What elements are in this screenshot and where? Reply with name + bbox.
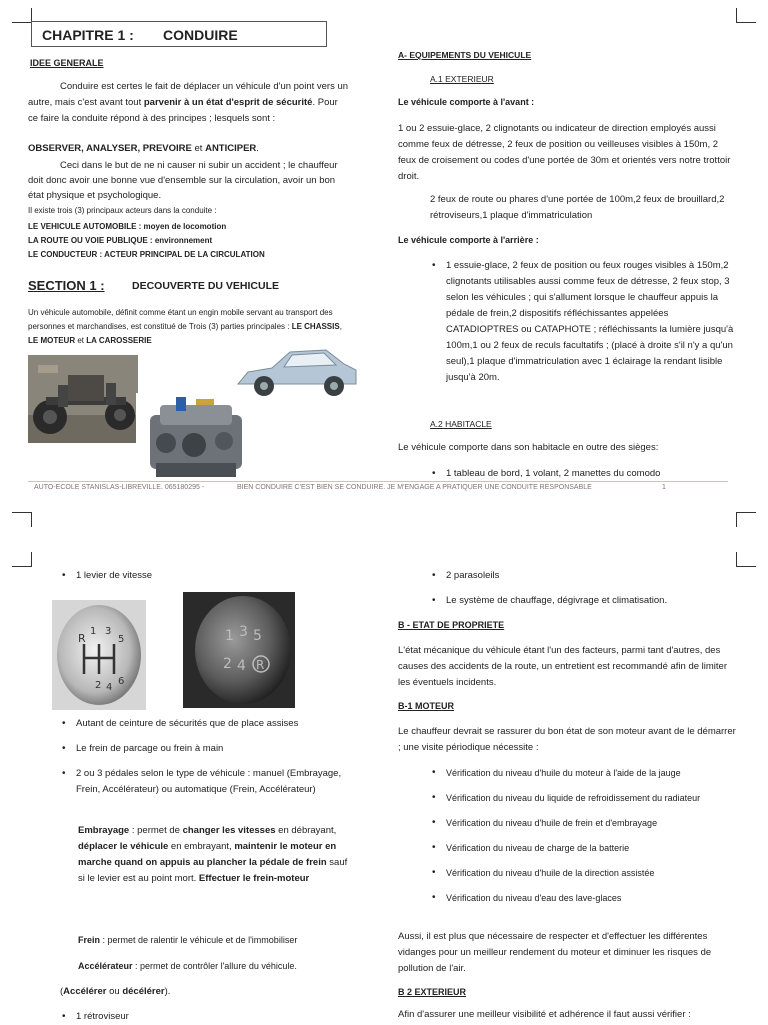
verification-item: • Vérification du niveau de charge de la batterie (430, 840, 736, 856)
accel-term: Accélérateur (78, 961, 133, 971)
crop-mark (12, 566, 32, 567)
crop-mark (31, 552, 32, 567)
verification-item: • Vérification du niveau d'huile du moteur à l'aide de la jauge (430, 765, 736, 781)
knob-label: 2 (223, 656, 232, 672)
principle-item: OBSERVER (28, 143, 82, 154)
crop-mark (736, 22, 756, 23)
footer-page-number: 1 (662, 484, 666, 491)
left-list-bottom (60, 1009, 352, 1025)
habitacle-item: • 1 tableau de bord, 1 volant, 2 manettes du comodo (430, 466, 736, 482)
knob-label: 5 (118, 634, 125, 645)
actor-conducteur: LE CONDUCTEUR : ACTEUR PRINCIPAL DE LA CIRCULATION (28, 250, 265, 259)
embrayage-bold: changer les vitesses (182, 825, 276, 836)
carosserie-photo (232, 338, 362, 408)
section-title: DECOUVERTE DU VEHICULE (132, 280, 280, 292)
part-separator: et (75, 336, 87, 345)
rear-label: Le véhicule comporte à l'arrière : (398, 235, 539, 245)
crop-mark (736, 552, 737, 567)
decelerer: décélérer (122, 986, 165, 997)
footer-left: AUTO-ECOLE STANISLAS-LIBREVILLE. 065180295 - (34, 484, 205, 491)
actors-intro: Il existe trois (3) principaux acteurs dans la conduite : (28, 206, 217, 215)
right-list-top (430, 568, 736, 609)
left-list-top (60, 568, 360, 584)
knob-label: 3 (239, 624, 248, 640)
front-text-2: 2 feux de route ou phares d'une portée de 100m,2 feux de brouillard,2 rétroviseurs,1 plaque d'immatriculation (430, 194, 725, 221)
principle-item: ANTICIPER (205, 143, 257, 154)
knob-label: 5 (253, 628, 262, 644)
principle-separator: et (191, 143, 206, 154)
frein-paragraph (78, 935, 352, 945)
knob-label: 3 (105, 626, 112, 637)
heading-exterieur: A.1 EXTERIEUR (430, 74, 494, 84)
habitacle-text: Le véhicule comporte dans son habitacle en outre des sièges: (398, 442, 659, 453)
embrayage-paragraph (78, 823, 352, 887)
paren-or: ou (106, 986, 123, 997)
accel-paragraph (78, 961, 352, 971)
ceinture-item: • Autant de ceinture de sécurités que de place assises (60, 716, 352, 732)
chapter-title-box (31, 21, 327, 47)
left-list-main (60, 716, 352, 798)
frein-main-item: • Le frein de parcage ou frein à main (60, 741, 352, 757)
principle-separator: , (81, 143, 87, 154)
accelerer: Accélérer (63, 986, 107, 997)
frein-term: Frein (78, 935, 101, 945)
crop-mark (736, 8, 737, 23)
frein-text: : permet de ralentir le véhicule et de l'immobiliser (100, 935, 298, 945)
accel-text: : permet de contrôler l'allure du véhicule. (132, 961, 297, 971)
verification-item: • Vérification du niveau d'huile de la direction assistée (430, 865, 736, 881)
embrayage-text: sauf si le levier est au point mort. (78, 857, 348, 884)
principles-line (28, 143, 259, 154)
embrayage-text: en embrayant, (168, 841, 235, 852)
crop-mark (31, 512, 32, 527)
crop-mark (736, 512, 737, 527)
parasoleil-item: • 2 parasoleils (430, 568, 736, 584)
part-separator: , (339, 322, 342, 331)
verification-list (430, 765, 736, 906)
part-moteur: LE MOTEUR (28, 336, 76, 345)
crop-mark (12, 22, 32, 23)
rear-list (430, 258, 736, 386)
habitacle-list (430, 466, 736, 482)
knob-label: R (78, 632, 86, 645)
embrayage-bold: Effectuer le frein-moteur (198, 873, 310, 884)
footer-middle: BIEN CONDUIRE C'EST BIEN SE CONDUIRE. JE M'ENGAGE A PRATIQUER UNE CONDUITE RESPONSABLE (237, 484, 592, 491)
heading-equipements: A- EQUIPEMENTS DU VEHICULE (398, 50, 532, 60)
heading-moteur: B-1 MOTEUR (398, 701, 454, 711)
part-chassis: LE CHASSIS (291, 322, 340, 331)
front-text: 1 ou 2 essuie-glace, 2 clignotants ou indicateur de direction employés aussi comme feux de détresse, 2 feux de position ou veilleuses visibles à 150m, 2 feux de croisement ou codes d'une portée de 30m et orientés vers notre trottoir droit. (398, 123, 731, 182)
chauffage-item: • Le système de chauffage, dégivrage et climatisation. (430, 593, 736, 609)
intro-rest: . Pour ce faire la conduite répond à des principes ; lesquels sont : (28, 97, 338, 124)
heading-etat-propriete: B - ETAT DE PROPRIETE (398, 620, 505, 630)
intro-bold: parvenir à un état d'esprit de sécurité (143, 97, 313, 108)
crop-mark (736, 512, 756, 513)
verification-item: • Vérification du niveau d'huile de frein et d'embrayage (430, 815, 736, 831)
moteur-text: Le chauffeur devrait se rassurer du bon état de son moteur avant de le démarrer ; une visite périodique nécessite : (398, 726, 736, 753)
rear-item: • 1 essuie-glace, 2 feux de position ou feux rouges visibles à 150m,2 clignotants utilisables aussi comme feux de détresse, 2 feux stop, 3 selon les véhicules ; qui s'allument lorsque le chauffeur appuis la pédale de frein,2 dispositifs réfléchissantes appelées CATADIOPTRES ou CATAPHOTE ; réfléchissants la lumière jusqu'à 100m,1 ou 2 feux de reculs facultatifs ; (placé à droite s'il n'y a qu'un seul),1 plaque d'immatriculation avec 1 éclairage la rendant lisible jusqu'à 20m. (430, 258, 736, 386)
retroviseur-item: • 1 rétroviseur (60, 1009, 352, 1025)
goal-paragraph: Ceci dans le but de ne ni causer ni subir un accident ; le chauffeur doit donc avoir une bonne vue d'ensemble sur la circulation, avoir un bon état physique et psychologique. (28, 160, 338, 201)
footer-rule (28, 481, 728, 482)
embrayage-text: : permet de (129, 825, 183, 836)
actor-vehicule: LE VEHICULE AUTOMOBILE : moyen de locomotion (28, 222, 227, 231)
knob-label: 4 (106, 682, 113, 693)
knob-label: R (256, 658, 265, 672)
embrayage-bold: maintenir le moteur en marche quand on appuis au plancher la pédale de frein (78, 841, 337, 868)
shift-knob-photo-1 (52, 600, 146, 710)
actor-route: LA ROUTE OU VOIE PUBLIQUE : environnement (28, 236, 213, 245)
knob-label: 1 (90, 626, 97, 637)
knob-label: 2 (95, 680, 102, 691)
embrayage-text: en débrayant, (275, 825, 337, 836)
pedales-item: • 2 ou 3 pédales selon le type de véhicule : manuel (Embrayage, Frein, Accélérateur) ou automatique (Frein, Accélérateur) (60, 766, 352, 798)
part-carosserie: LA CAROSSERIE (86, 336, 152, 345)
paren-close: ). (164, 986, 171, 997)
paren-open: ( (60, 986, 64, 997)
chapter-number: CHAPITRE 1 : (42, 27, 134, 43)
principle-item: ANALYSER (86, 143, 138, 154)
crop-mark (736, 566, 756, 567)
heading-habitacle: A.2 HABITACLE (430, 419, 492, 429)
section-label: SECTION 1 : (28, 278, 105, 293)
embrayage-term: Embrayage (78, 825, 130, 836)
principle-separator: , (137, 143, 143, 154)
idee-generale-heading: IDEE GENERALE (30, 58, 104, 68)
front-label: Le véhicule comporte à l'avant : (398, 97, 535, 107)
verification-item: • Vérification du niveau d'eau des lave-glaces (430, 890, 736, 906)
knob-label: 6 (118, 676, 125, 687)
verification-item: • Vérification du niveau du liquide de refroidissement du radiateur (430, 790, 736, 806)
intro-text: Conduire est certes le fait de déplacer un véhicule d'un point vers un autre, mais c'est avant tout (28, 81, 349, 108)
etat-text: L'état mécanique du véhicule étant l'un des facteurs, parmi tant d'autres, des causes des accidents de la route, un entretient est recommandé afin de limiter les éventuels incidents. (398, 645, 727, 688)
principle-end: . (256, 143, 259, 154)
crop-mark (12, 512, 32, 513)
intro-paragraph (28, 79, 350, 127)
chassis-photo (28, 355, 138, 443)
shift-knob-photo-2 (183, 592, 295, 708)
knob-label: 4 (237, 658, 246, 674)
chapter-title: CONDUIRE (163, 27, 238, 43)
vidanges-text: Aussi, il est plus que nécessaire de respecter et d'effectuer les différentes vidanges pour un meilleur rendement du moteur et diminuer les risques de pollution de l'air. (398, 931, 712, 974)
accel-parenthetical (60, 986, 170, 997)
knob-label: 1 (225, 628, 234, 644)
embrayage-bold: déplacer le véhicule (78, 841, 169, 852)
section-text: Un véhicule automobile, définit comme étant un engin mobile servant au transport des personnes et marchandises, est constitué de Trois (3) parties principales : (28, 308, 333, 331)
levier-item: • 1 levier de vitesse (60, 568, 360, 584)
b2-text: Afin d'assurer une meilleur visibilité et adhérence il faut aussi vérifier : (398, 1009, 691, 1020)
heading-b2-exterieur: B 2 EXTERIEUR (398, 987, 467, 997)
principle-item: PREVOIRE (142, 143, 192, 154)
